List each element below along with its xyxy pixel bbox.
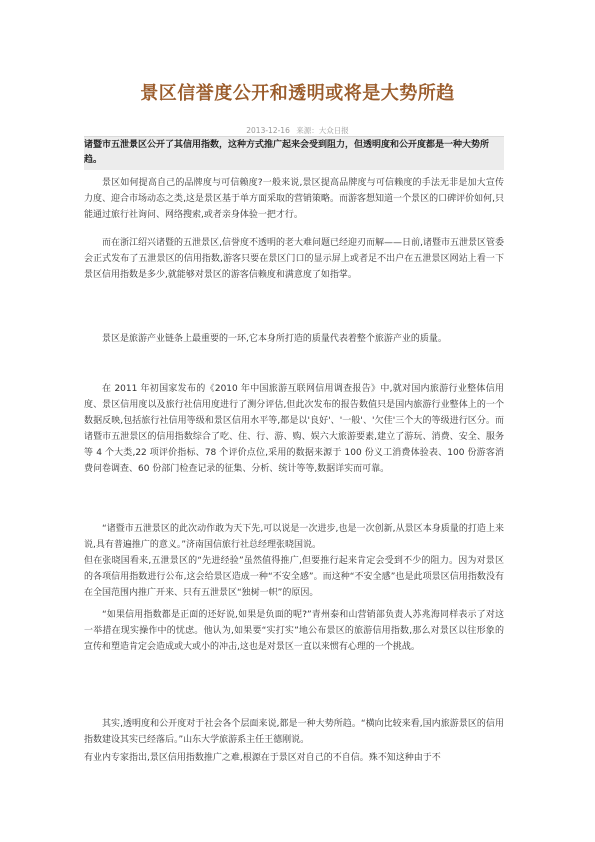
article-title: 景区信誉度公开和透明或将是大势所趋 [140, 83, 455, 104]
paragraph-7: “如果信用指数都是正面的还好说,如果是负面的呢?”青州泰和山营销部负责人苏兆海同样表示了对这一举措在现实操作中的忧虑。他认为,如果要“实打实”地公布景区的旅游信用指数,那么对景区以往形象的宣传和塑造肯定会造成或大或小的冲击,这也是对景区一直以来惯有心理的一个挑战。 [84, 610, 504, 652]
paragraph-6: 但在张晓国看来,五泄景区的“先进经验”虽然值得推广,但要推行起来肯定会受到不少的阻力。因为对景区的各项信用指数进行公布,这会给景区造成一种“不安全感”。而这种“不安全感”也是此项景区信用指数没有在全国范围内推广开来、只有五泄景区“独树一帜”的原因。 [84, 556, 504, 598]
paragraph-5: “诸暨市五泄景区的此次动作敢为天下先,可以说是一次进步,也是一次创新,从景区本身质量的打造上来说,具有普遍推广的意义。”济南国信旅行社总经理张晓国说。 [84, 524, 504, 550]
article-date: 2013-12-16 [246, 126, 290, 135]
paragraph-9: 有业内专家指出,景区信用指数推广之难,根源在于景区对自己的不自信。殊不知这种由于不 [84, 753, 441, 763]
paragraph-4: 在 2011 年初国家发布的《2010 年中国旅游互联网信用调查报告》中,就对国内旅游行业整体信用度、景区信用度以及旅行社信用度进行了测分评估,但此次发布的报告数值只是国内旅游行业整体上的一个数据反映,包括旅行社信用等级和景区信用水平等,都是以'良好'、'一般'、'欠佳'三个大的等级进行区分。而诸暨市五泄景区的信用指数综合了吃、住、行、游、购、娱六大旅游要素,建立了游玩、消费、安全、服务等 4 个大类,22 项评价指标、78 个评价点位,采用的数据来源于 100 份义工消费体验表、100 份游客消费问卷调查、60 份部门检查记录的征集、分析、统计等等,数据详实而可靠。 [84, 384, 504, 474]
article-meta [0, 125, 595, 136]
article-source: 来源：大众日报 [296, 126, 349, 135]
paragraph-8: 其实,透明度和公开度对于社会各个层面来说,都是一种大势所趋。“横向比较来看,国内旅游景区的信用指数建设其实已经落后。”山东大学旅游系主任王德刚说。 [84, 719, 504, 745]
paragraph-1: 景区如何提高自己的品牌度与可信赖度?一般来说,景区提高品牌度与可信赖度的手法无非是加大宣传力度、迎合市场动态之类,这是景区基于单方面采取的营销策略。而游客想知道一个景区的口碑评价如何,只能通过旅行社询问、网络搜索,或者亲身体验一把才行。 [84, 178, 504, 220]
paragraph-3: 景区是旅游产业链条上最重要的一环,它本身所打造的质量代表着整个旅游产业的质量。 [102, 334, 447, 344]
article-lead: 诸暨市五泄景区公开了其信用指数，这种方式推广起来会受到阻力，但透明度和公开度都是一种大势所趋。 [84, 136, 504, 170]
paragraph-2: 而在浙江绍兴诸暨的五泄景区,信誉度不透明的老大难问题已经迎刃而解——日前,诸暨市五泄景区管委会正式发布了五泄景区的信用指数,游客只要在景区门口的显示屏上或者足不出户在五泄景区网站上看一下景区信用指数是多少,就能够对景区的游客信赖度和满意度了如指掌。 [84, 238, 504, 280]
